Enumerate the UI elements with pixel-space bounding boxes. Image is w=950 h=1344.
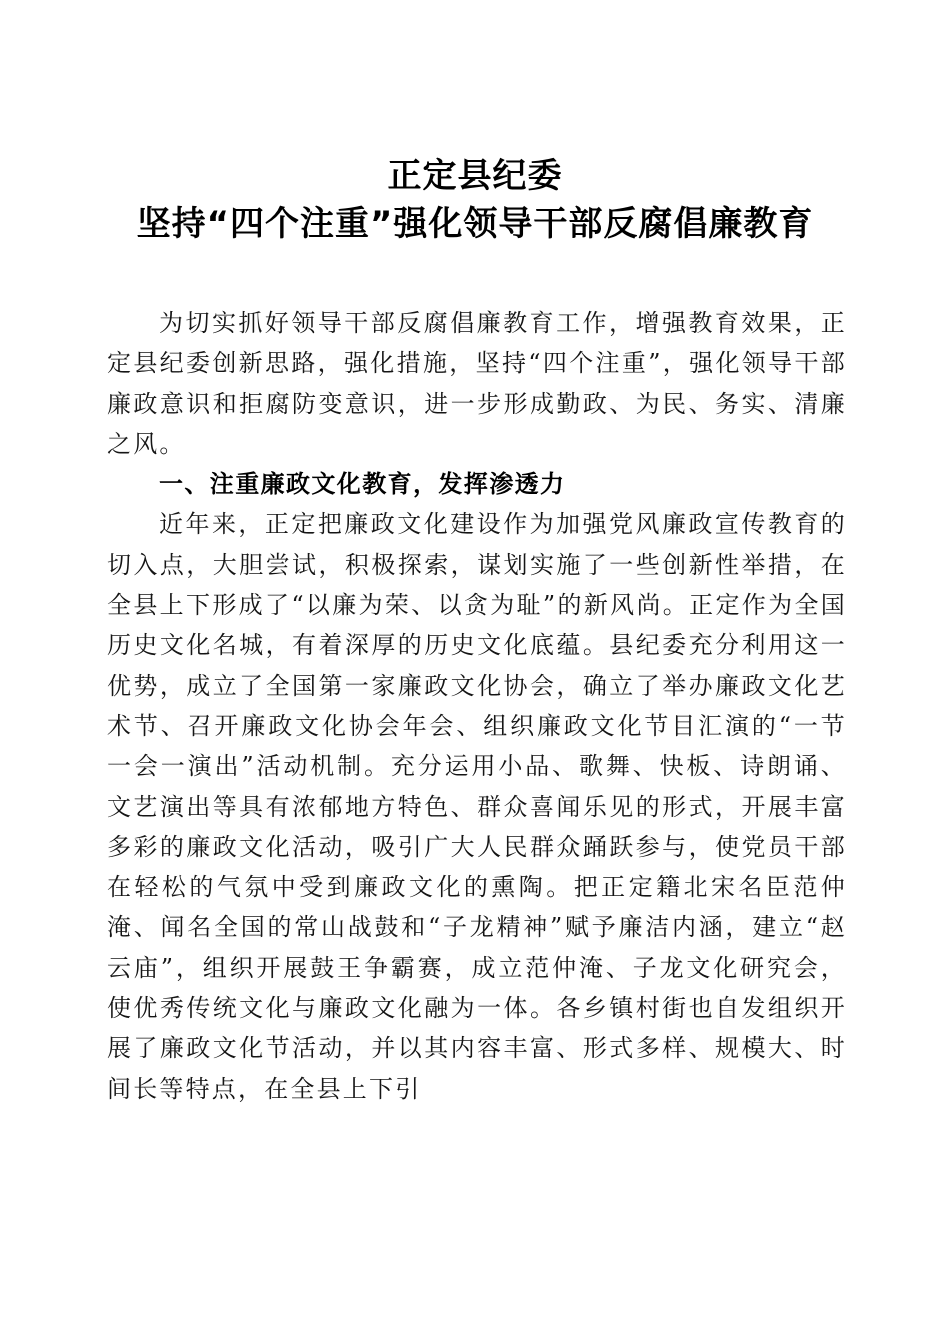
section-1-paragraph: 近年来，正定把廉政文化建设作为加强党风廉政宣传教育的切入点，大胆尝试，积极探索，谋划实施了一些创新性举措，在全县上下形成了“以廉为荣、以贪为耻”的新风尚。正定作为全国历史文化名城，有着深厚的历史文化底蕴。县纪委充分利用这一优势，成立了全国第一家廉政文化协会，确立了举办廉政文化艺术节、召开廉政文化协会年会、组织廉政文化节目汇演的“一节一会一演出”活动机制。充分运用小品、歌舞、快板、诗朗诵、文艺演出等具有浓郁地方特色、群众喜闻乐见的形式，开展丰富多彩的廉政文化活动，吸引广大人民群众踊跃参与，使党员干部在轻松的气氛中受到廉政文化的熏陶。把正定籍北宋名臣范仲淹、闻名全国的常山战鼓和“子龙精神”赋予廉洁内涵，建立“赵云庙”，组织开展鼓王争霸赛，成立范仲淹、子龙文化研究会，使优秀传统文化与廉政文化融为一体。各乡镇村街也自发组织开展了廉政文化节活动，并以其内容丰富、形式多样、规模大、时间长等特点，在全县上下引 bbox=[107, 510, 847, 1103]
document-title-line-2: 坚持“四个注重”强化领导干部反腐倡廉教育 bbox=[136, 204, 814, 244]
document-title-line-1: 正定县纪委 bbox=[387, 156, 563, 196]
section-1-heading: 一、注重廉政文化教育，发挥渗透力 bbox=[159, 470, 566, 499]
intro-paragraph: 为切实抓好领导干部反腐倡廉教育工作，增强教育效果，正定县纪委创新思路，强化措施，坚持“四个注重”，强化领导干部廉政意识和拒腐防变意识，进一步形成勤政、为民、务实、清廉之风。 bbox=[107, 309, 847, 458]
document-body bbox=[107, 303, 847, 1109]
